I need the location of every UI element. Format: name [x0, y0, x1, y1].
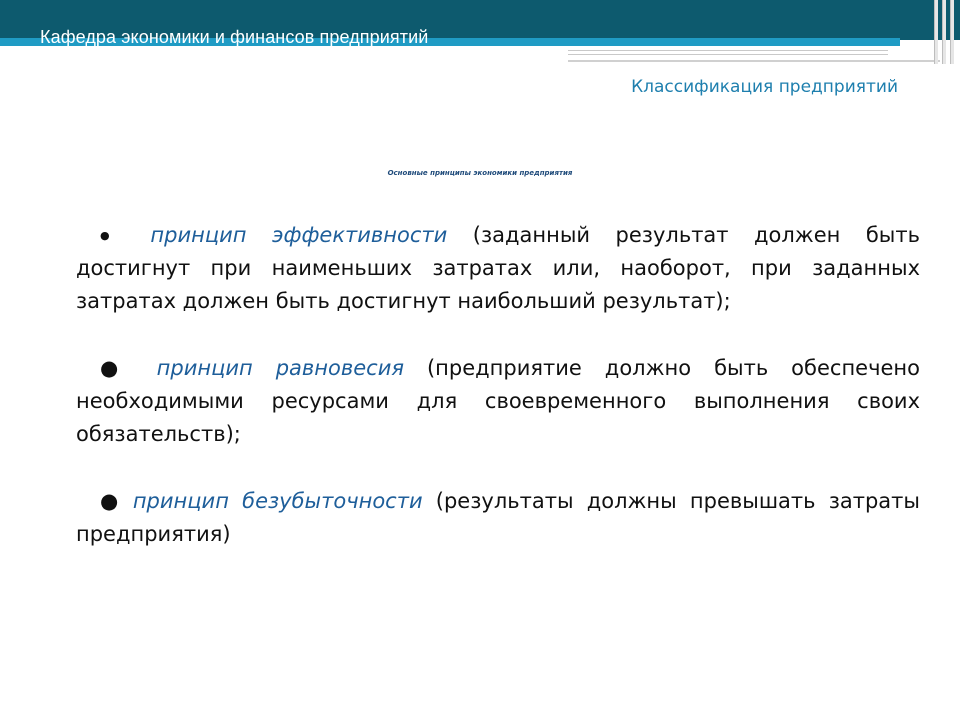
list-item: [76, 352, 920, 451]
list-item: [76, 219, 920, 318]
bullet-icon: ●: [100, 489, 125, 513]
principle-term: принцип безубыточности: [132, 489, 423, 513]
section-title: Классификация предприятий: [631, 77, 898, 97]
header-divider-line: [568, 50, 888, 55]
principle-term: принцип эффективности: [150, 223, 448, 247]
department-title: Кафедра экономики и финансов предприятий: [40, 27, 429, 47]
slide-subtitle: Основные принципы экономики предприятия: [387, 169, 573, 177]
header-underline: [568, 60, 940, 62]
principle-term: принцип равновесия: [156, 356, 405, 380]
principle-description: (предприятие должно быть обеспечено необходимыми ресурсами для своевременного выполнения своих обязательств);: [76, 356, 921, 446]
header-decorative-bars: [928, 0, 960, 64]
list-item: [76, 485, 920, 551]
bullet-icon: ●: [100, 229, 129, 242]
principle-description: (результаты должны превышать затраты предприятия): [76, 489, 920, 546]
principle-description: (заданный результат должен быть достигнут при наименьших затратах или, наоборот, при заданных затратах должен быть достигнут наибольший результат);: [76, 223, 920, 313]
principles-list: [76, 219, 920, 585]
bullet-icon: ●: [100, 356, 135, 380]
